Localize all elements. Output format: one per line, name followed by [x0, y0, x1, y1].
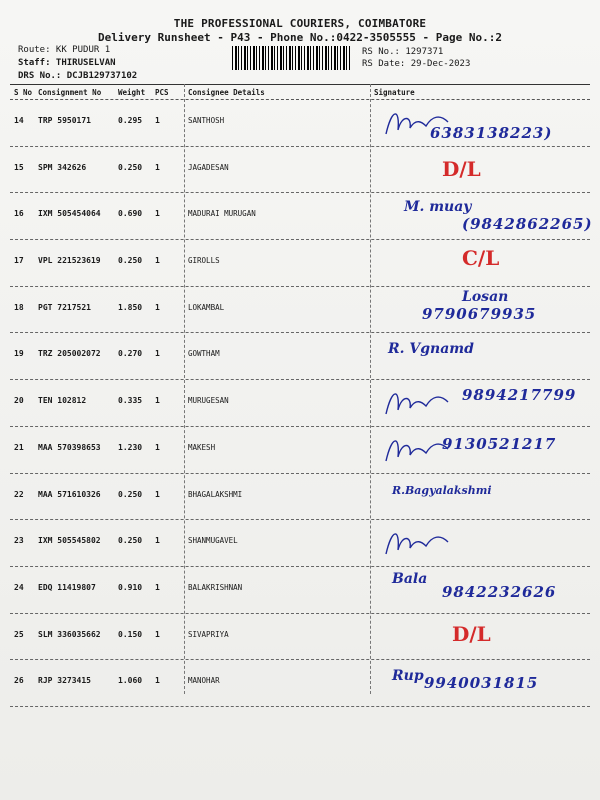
signature-phone: 9790679935 — [422, 304, 537, 323]
weight-value: 0.250 — [118, 256, 143, 266]
signature-cell — [382, 288, 582, 331]
route-label: Route: KK PUDUR 1 — [18, 45, 111, 55]
consignment-number: SLM 336035662 — [38, 629, 101, 639]
row-sno: 21 — [14, 442, 24, 452]
table-body — [10, 100, 593, 707]
staff-label: Staff: THIRUSELVAN — [18, 58, 116, 68]
row-sno: 20 — [14, 396, 24, 406]
consignee-name: GIROLLS — [188, 256, 220, 266]
consignee-name: LOKAMBAL — [188, 302, 225, 312]
table-header — [10, 84, 590, 100]
weight-value: 0.910 — [118, 582, 143, 592]
signature-phone: 9940031815 — [424, 674, 539, 693]
row-sno: 26 — [14, 676, 24, 686]
company-title: THE PROFESSIONAL COURIERS, COIMBATORE — [173, 17, 427, 30]
consignee-name: BHAGALAKSHMI — [188, 489, 243, 499]
signature-cell — [382, 478, 582, 518]
consignee-name: MURUGESAN — [188, 396, 229, 406]
delivered-mark: C/L — [462, 246, 500, 271]
consignee-name: JAGADESAN — [188, 162, 229, 172]
signature-cell — [382, 618, 582, 658]
pcs-value: 1 — [155, 442, 160, 452]
consignee-name: MANOHAR — [188, 676, 220, 686]
rs-info — [362, 46, 470, 70]
column-divider — [184, 84, 185, 694]
rs-number: RS No.: 1297371 — [362, 47, 444, 57]
signature-phone: 9130521217 — [442, 434, 557, 453]
signature-phone: 9894217799 — [462, 386, 577, 405]
signature-phone: 6383138223) — [430, 124, 553, 142]
handwritten-signature — [382, 384, 452, 422]
col-weight: Weight — [118, 88, 146, 97]
consignment-number: RJP 3273415 — [38, 676, 91, 686]
signature-name: Rup — [392, 668, 424, 685]
row-sno: 15 — [14, 162, 24, 172]
table-row — [10, 193, 593, 240]
col-sno: S No — [14, 88, 33, 97]
weight-value: 0.690 — [118, 209, 143, 219]
consignee-name: MADURAI MURUGAN — [188, 209, 256, 219]
weight-value: 1.230 — [118, 442, 143, 452]
table-row — [10, 520, 590, 567]
pcs-value: 1 — [155, 256, 160, 266]
drs-label: DRS No.: DCJB129737102 — [18, 71, 138, 81]
column-divider — [370, 84, 371, 694]
consignee-name: MAKESH — [188, 442, 216, 452]
consignment-number: TEN 102812 — [38, 396, 87, 406]
signature-cell — [382, 104, 582, 144]
row-sno: 22 — [14, 489, 24, 499]
consignment-number: PGT 7217521 — [38, 302, 91, 312]
pcs-value: 1 — [155, 536, 160, 546]
signature-cell — [382, 664, 582, 704]
pcs-value: 1 — [155, 302, 160, 312]
signature-name: M. muay — [404, 199, 472, 216]
pcs-value: 1 — [155, 396, 160, 406]
runsheet-title: Delivery Runsheet - P43 - Phone No.:0422-3505555 - Page No.:2 — [98, 31, 502, 44]
row-sno: 23 — [14, 536, 24, 546]
table-row — [10, 567, 590, 614]
weight-value: 0.335 — [118, 396, 143, 406]
consignment-number: EDQ 11419807 — [38, 582, 96, 592]
signature-name: R.Bagyalakshmi — [392, 483, 492, 497]
handwritten-signature — [382, 524, 452, 562]
consignee-name: BALAKRISHNAN — [188, 582, 243, 592]
row-sno: 25 — [14, 629, 24, 639]
row-sno: 14 — [14, 116, 24, 125]
delivered-mark: D/L — [452, 621, 491, 646]
row-sno: 16 — [14, 209, 24, 219]
col-consignment: Consignment No — [38, 88, 102, 97]
signature-cell — [382, 571, 582, 611]
table-row — [10, 474, 590, 521]
table-row — [10, 240, 590, 287]
table-row — [10, 614, 590, 661]
table-row — [10, 380, 590, 427]
table-row — [10, 100, 590, 147]
consignment-number: TRZ 205002072 — [38, 349, 101, 359]
weight-value: 0.250 — [118, 489, 143, 499]
consignee-name: SANTHOSH — [188, 116, 225, 125]
pcs-value: 1 — [155, 116, 160, 125]
signature-name: R. Vgnamd — [388, 341, 474, 358]
table-row — [10, 287, 590, 334]
pcs-value: 1 — [155, 582, 160, 592]
consignment-number: MAA 570398653 — [38, 442, 101, 452]
consignee-name: SHANMUGAVEL — [188, 536, 238, 546]
weight-value: 1.060 — [118, 676, 143, 686]
row-sno: 17 — [14, 256, 24, 266]
signature-cell — [382, 151, 582, 191]
delivery-table — [10, 84, 593, 707]
weight-value: 0.250 — [118, 536, 143, 546]
signature-cell — [382, 337, 582, 377]
table-row — [10, 333, 590, 380]
signature-phone: 9842232626 — [442, 582, 557, 601]
pcs-value: 1 — [155, 489, 160, 499]
signature-cell — [382, 384, 582, 424]
row-sno: 19 — [14, 349, 24, 359]
pcs-value: 1 — [155, 349, 160, 359]
consignment-number: VPL 221523619 — [38, 256, 101, 266]
col-pcs: PCS — [155, 88, 169, 97]
signature-cell — [382, 431, 582, 471]
col-consignee: Consignee Details — [188, 88, 265, 97]
table-row — [10, 427, 590, 474]
signature-name: Losan — [462, 288, 509, 305]
row-sno: 18 — [14, 302, 24, 312]
weight-value: 1.850 — [118, 302, 143, 312]
row-sno: 24 — [14, 582, 24, 592]
table-row — [10, 147, 590, 194]
pcs-value: 1 — [155, 629, 160, 639]
signature-cell — [382, 244, 582, 284]
consignment-number: MAA 571610326 — [38, 489, 101, 499]
consignment-number: TRP 5950171 — [38, 116, 91, 125]
table-row — [10, 660, 590, 707]
col-signature: Signature — [374, 88, 415, 97]
consignee-name: SIVAPRIYA — [188, 629, 229, 639]
weight-value: 0.250 — [118, 162, 143, 172]
pcs-value: 1 — [155, 162, 160, 172]
signature-name: Bala — [392, 570, 428, 587]
weight-value: 0.150 — [118, 629, 143, 639]
consignment-number: IXM 505545802 — [38, 536, 101, 546]
route-info — [18, 44, 137, 83]
signature-cell — [382, 197, 593, 237]
rs-date: RS Date: 29-Dec-2023 — [362, 59, 471, 69]
consignment-number: IXM 505454064 — [38, 209, 101, 219]
weight-value: 0.270 — [118, 349, 143, 359]
pcs-value: 1 — [155, 676, 160, 686]
signature-cell — [382, 524, 582, 564]
consignment-number: SPM 342626 — [38, 162, 87, 172]
signature-phone: (9842862265) — [462, 215, 593, 234]
pcs-value: 1 — [155, 209, 160, 219]
consignee-name: GOWTHAM — [188, 349, 220, 359]
delivered-mark: D/L — [442, 156, 481, 181]
weight-value: 0.295 — [118, 116, 143, 125]
barcode — [232, 46, 352, 70]
